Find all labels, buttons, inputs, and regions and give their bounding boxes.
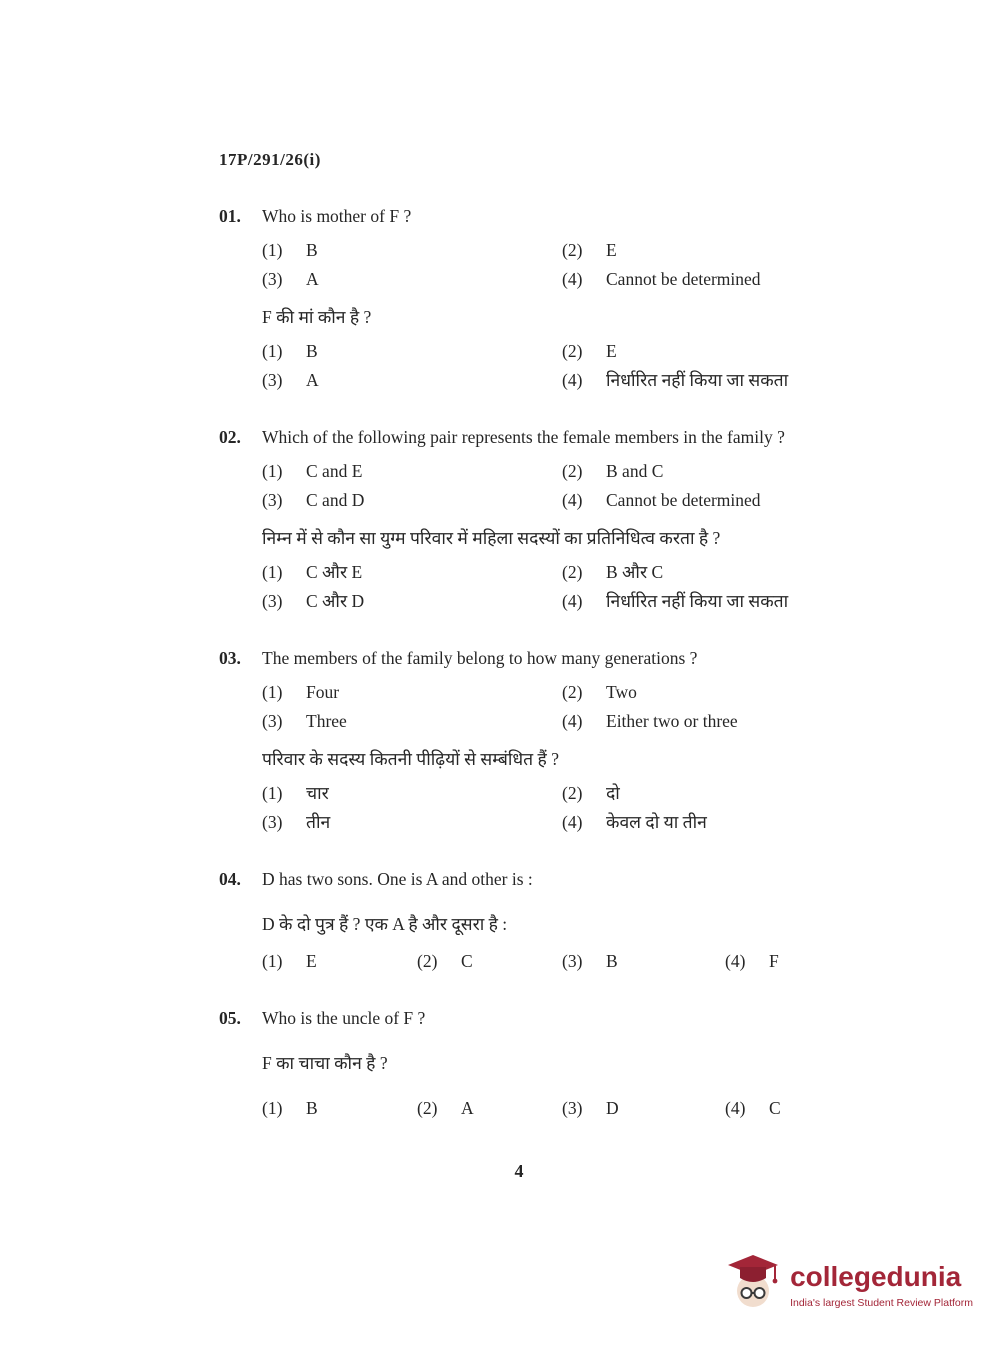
- question-number: 05.: [219, 1008, 241, 1028]
- option-label: (2): [562, 783, 583, 803]
- option-value: B: [306, 240, 318, 260]
- option: [562, 559, 879, 586]
- brand-name: collegedunia: [790, 1261, 962, 1293]
- option-label: (1): [262, 341, 283, 361]
- option-value: निर्धारित नहीं किया जा सकता: [606, 591, 789, 611]
- option-value: Three: [306, 711, 347, 731]
- question-05: [219, 1005, 879, 1122]
- option-label: (1): [262, 240, 283, 260]
- options-hi: [262, 559, 879, 615]
- logo-text: [790, 1262, 973, 1308]
- option-label: (4): [562, 812, 583, 832]
- option: [562, 338, 879, 365]
- question-03: [219, 645, 879, 836]
- option: [562, 487, 879, 514]
- question-header: [219, 424, 879, 451]
- option-label: (2): [562, 562, 583, 582]
- option: [417, 1095, 562, 1122]
- option-value: C और E: [306, 562, 363, 582]
- option-label: (4): [562, 370, 583, 390]
- option-label: (3): [262, 269, 283, 289]
- option-value: C: [461, 951, 473, 971]
- option-value: A: [306, 370, 319, 390]
- option: [562, 679, 879, 706]
- question-number: 04.: [219, 869, 241, 889]
- option-label: (4): [725, 951, 746, 971]
- option-label: (2): [417, 951, 438, 971]
- question-header: [219, 866, 879, 893]
- option: [562, 1095, 725, 1122]
- question-number: 03.: [219, 648, 241, 668]
- question-text-en: D has two sons. One is A and other is :: [262, 869, 533, 889]
- option: [725, 948, 879, 975]
- option-value: केवल दो या तीन: [606, 812, 707, 832]
- option: [262, 588, 562, 615]
- options-row: [262, 948, 879, 975]
- question-02: [219, 424, 879, 615]
- option-label: (2): [562, 341, 583, 361]
- option-label: (2): [562, 682, 583, 702]
- page-content: [219, 146, 879, 1185]
- option: [262, 948, 417, 975]
- options-en: [262, 679, 879, 735]
- options-en: [262, 237, 879, 293]
- option-value: B: [306, 341, 318, 361]
- option-label: (1): [262, 461, 283, 481]
- option-label: (4): [562, 269, 583, 289]
- question-text-hi: F की मां कौन है ?: [262, 307, 372, 327]
- option-value: F: [769, 951, 779, 971]
- option-value: D: [606, 1098, 619, 1118]
- option: [262, 809, 562, 836]
- option-label: (4): [562, 711, 583, 731]
- option-label: (3): [562, 951, 583, 971]
- option: [262, 367, 562, 394]
- options-hi: [262, 780, 879, 836]
- option: [262, 338, 562, 365]
- option: [262, 559, 562, 586]
- option: [562, 367, 879, 394]
- option-value: B: [606, 951, 618, 971]
- graduate-mascot-icon: [726, 1253, 780, 1318]
- question-01: [219, 203, 879, 394]
- collegedunia-logo: [726, 1253, 973, 1318]
- question-text-hi: परिवार के सदस्य कितनी पीढ़ियों से सम्बंधित हैं ?: [262, 749, 559, 769]
- option: [562, 809, 879, 836]
- question-text-en: Who is mother of F ?: [262, 206, 412, 226]
- option-value: चार: [306, 783, 329, 803]
- option-label: (3): [262, 812, 283, 832]
- option-value: C और D: [306, 591, 365, 611]
- question-text-en: Who is the uncle of F ?: [262, 1008, 426, 1028]
- question-04: [219, 866, 879, 975]
- option: [262, 237, 562, 264]
- option: [262, 780, 562, 807]
- option-value: Four: [306, 682, 340, 702]
- option-value: A: [461, 1098, 474, 1118]
- option-label: (2): [562, 461, 583, 481]
- option: [262, 266, 562, 293]
- option-label: (4): [725, 1098, 746, 1118]
- option: [562, 948, 725, 975]
- option-value: C and E: [306, 461, 363, 481]
- question-text-hi: निम्न में से कौन सा युग्म परिवार में महिला सदस्यों का प्रतिनिधित्व करता है ?: [262, 528, 721, 548]
- option-label: (1): [262, 682, 283, 702]
- option-value: C and D: [306, 490, 365, 510]
- option-value: B and C: [606, 461, 664, 481]
- question-text-hi: D के दो पुत्र हैं ? एक A है और दूसरा है :: [262, 914, 508, 934]
- option-label: (1): [262, 562, 283, 582]
- option-value: C: [769, 1098, 781, 1118]
- option-label: (3): [262, 711, 283, 731]
- option-label: (1): [262, 1098, 283, 1118]
- option-label: (3): [262, 370, 283, 390]
- option-label: (2): [417, 1098, 438, 1118]
- option-label: (3): [262, 591, 283, 611]
- option-label: (3): [562, 1098, 583, 1118]
- option-value: A: [306, 269, 319, 289]
- option: [562, 780, 879, 807]
- option: [262, 679, 562, 706]
- brand-tagline: India's largest Student Review Platform: [790, 1296, 973, 1309]
- option-value: Either two or three: [606, 711, 738, 731]
- options-hi: [262, 338, 879, 394]
- option: [562, 237, 879, 264]
- option: [262, 708, 562, 735]
- option: [562, 588, 879, 615]
- option: [262, 1095, 417, 1122]
- option-value: Two: [606, 682, 637, 702]
- option-value: तीन: [306, 812, 331, 832]
- option-label: (4): [562, 591, 583, 611]
- option: [562, 458, 879, 485]
- page-number: 4: [514, 1161, 524, 1181]
- option-label: (1): [262, 951, 283, 971]
- option: [262, 458, 562, 485]
- paper-code: 17P/291/26(i): [219, 150, 321, 169]
- option-value: E: [606, 341, 617, 361]
- option-value: दो: [606, 783, 620, 803]
- options-en: [262, 458, 879, 514]
- question-text-en: Which of the following pair represents the female members in the family ?: [262, 427, 785, 447]
- option-label: (4): [562, 490, 583, 510]
- option-value: Cannot be determined: [606, 490, 761, 510]
- option-label: (3): [262, 490, 283, 510]
- option: [262, 487, 562, 514]
- option: [562, 708, 879, 735]
- option-value: B: [306, 1098, 318, 1118]
- option-value: E: [306, 951, 317, 971]
- option-value: Cannot be determined: [606, 269, 761, 289]
- option-value: E: [606, 240, 617, 260]
- question-number: 02.: [219, 427, 241, 447]
- option-value: निर्धारित नहीं किया जा सकता: [606, 370, 789, 390]
- question-number: 01.: [219, 206, 241, 226]
- option-label: (2): [562, 240, 583, 260]
- option: [725, 1095, 879, 1122]
- question-text-hi: F का चाचा कौन है ?: [262, 1053, 388, 1073]
- question-header: [219, 1005, 879, 1032]
- question-text-en: The members of the family belong to how many generations ?: [262, 648, 698, 668]
- option-label: (1): [262, 783, 283, 803]
- option-value: B और C: [606, 562, 664, 582]
- question-header: [219, 645, 879, 672]
- option: [562, 266, 879, 293]
- option: [417, 948, 562, 975]
- options-row: [262, 1095, 879, 1122]
- question-header: [219, 203, 879, 230]
